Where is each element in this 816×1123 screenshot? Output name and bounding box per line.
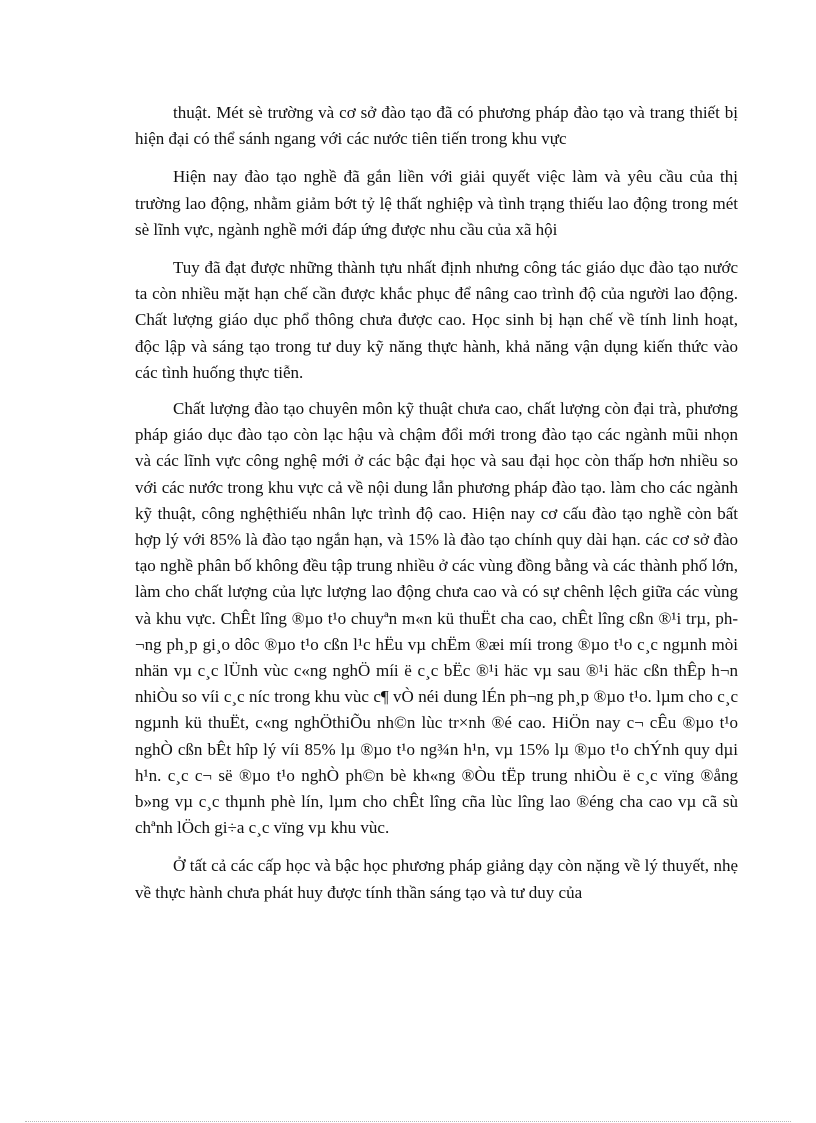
paragraph-5: Ở tất cả các cấp học và bậc học phương pháp giảng dạy còn nặng về lý thuyết, nhẹ về thực hành chưa phát huy được tính thần sáng tạo và tư duy của [135,856,738,902]
document-page [135,100,738,906]
paragraph-2: Hiện nay đào tạo nghề đã gắn liền với giải quyết việc làm và yêu cầu của thị trường lao động, nhằm giảm bớt tỷ lệ thất nghiệp và tình trạng thiếu lao động trong mét sè lĩnh vực, ngành nghề mới đáp ứng được nhu cầu của xã hội [135,167,738,239]
paragraph-1: thuật. Mét sè trường và cơ sở đào tạo đã có phương pháp đào tạo và trang thiết bị hiện đại có thể sánh ngang với các nước tiên tiến trong khu vực [135,103,738,149]
paragraph-3: Tuy đã đạt được những thành tựu nhất định nhưng công tác giáo dục đào tạo nước ta còn nhiều mặt hạn chế cần được khắc phục để nâng cao trình độ của người lao động. Chất lượng giáo dục phổ thông chưa được cao. Học sinh bị hạn chế về tính linh hoạt, độc lập và sáng tạo trong tư duy kỹ năng thực hành, khả năng vận dụng kiến thức vào các tình huống thực tiễn. [135,258,738,382]
paragraph-4: Chất lượng đào tạo chuyên môn kỹ thuật chưa cao, chất lượng còn đại trà, phương pháp giáo dục đào tạo còn lạc hậu và chậm đổi mới trong đào tạo các ngành mũi nhọn và các lĩnh vực công nghệ mới ở các bậc đại học và sau đại học còn thấp hơn nhiều so với các nước trong khu vực cả về nội dung lẫn phương pháp đào tạo. làm cho các ngành kỹ thuật, công nghệthiếu nhân lực trình độ cao. Hiện nay cơ cấu đào tạo nghề còn bất hợp lý với 85% là đào tạo ngắn hạn, và 15% là đào tạo chính quy dài hạn. các cơ sở đào tạo nghề phân bố không đều tập trung nhiều ở các vùng đồng bằng và các thành phố lớn, làm cho chất lượng của lực lượng lao động chưa cao và có sự chênh lệch giữa các vùng và khu vực. ChÊt lîng ®µo t¹o chuyªn m«n kü thuËt cha cao, chÊt lîng cßn ®¹i trµ, ph¬ng ph¸p gi¸o dôc ®µo t¹o cßn l¹c hËu vµ chËm ®æi míi trong ®µo t¹o c¸c ngµnh mòi nhän vµ c¸c lÜnh vùc c«ng nghÖ míi ë c¸c bËc ®¹i häc vµ sau ®¹i häc cßn thÊp h¬n nhiÒu so víi c¸c níc trong khu vùc c¶ vÒ néi dung lÉn ph¬ng ph¸p ®µo t¹o. lµm cho c¸c ngµnh kü thuËt, c«ng nghÖthiÕu nh©n lùc tr×nh ®é cao. HiÖn nay c¬ cÊu ®µo t¹o nghÒ cßn bÊt hîp lý víi 85% lµ ®µo t¹o ng¾n h¹n, vµ 15% lµ ®µo t¹o chÝnh quy dµi h¹n. c¸c c¬ së ®µo t¹o nghÒ ph©n bè kh«ng ®Òu tËp trung nhiÒu ë c¸c vïng ®ång b»ng vµ c¸c thµnh phè lín, lµm cho chÊt lîng cña lùc lîng lao ®éng cha cao vµ cã sù chªnh lÖch gi÷a c¸c vïng vµ khu vùc. [135,399,738,838]
page-bottom-divider [25,1121,791,1122]
